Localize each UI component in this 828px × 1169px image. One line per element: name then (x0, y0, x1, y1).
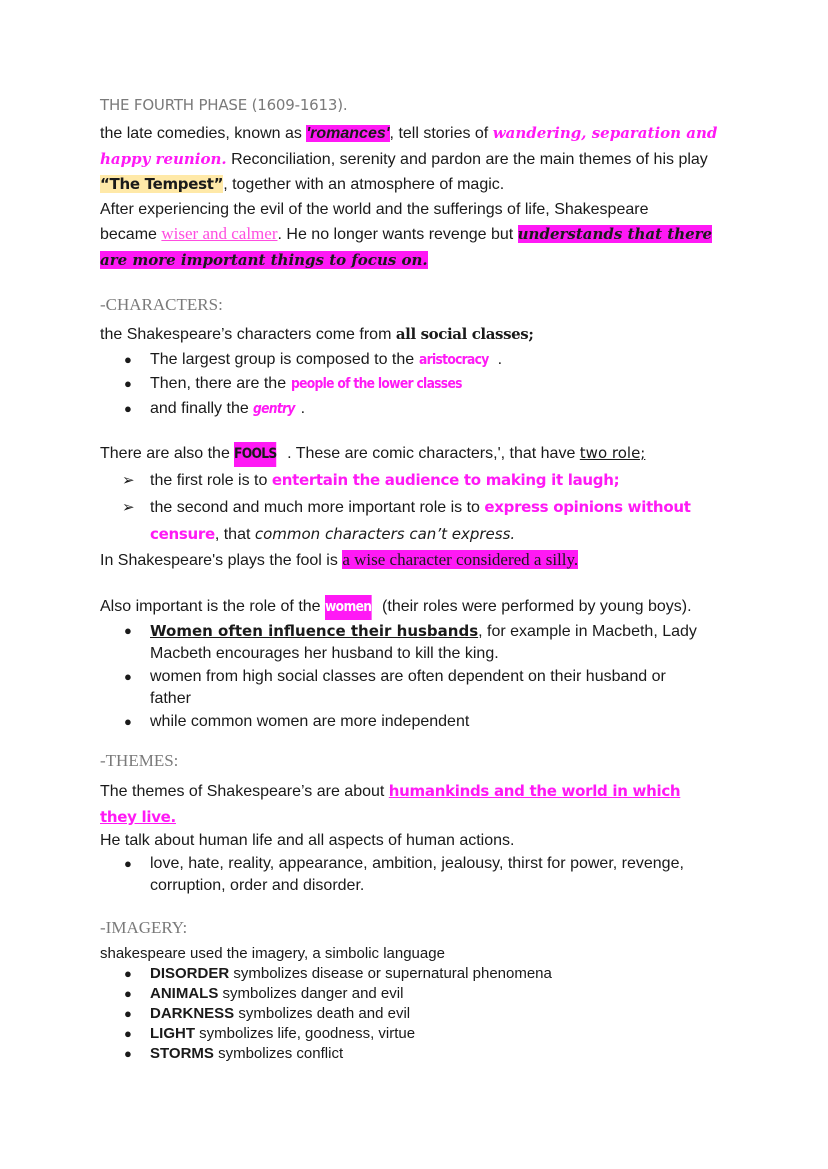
text: corruption, order and disorder. (150, 877, 365, 894)
list-item (100, 397, 740, 422)
bullet: ● (124, 622, 132, 638)
fourth-phase-line-1 (100, 121, 740, 147)
arrow-bullet: ➢ (122, 498, 135, 516)
themes-heading: -THEMES: (100, 751, 179, 770)
tempest-highlight: “The Tempest” (100, 175, 224, 193)
fourth-phase-line-4: After experiencing the evil of the world and the sufferings of life, Shakespeare (100, 200, 649, 218)
text: , tell stories of (389, 125, 493, 142)
list-item (100, 372, 740, 397)
symbol-term: STORMS (150, 1044, 214, 1062)
text: There are also the (100, 445, 235, 462)
wise-character-highlight: a wise character considered a silly. (342, 549, 579, 569)
women-line (100, 595, 740, 620)
spacer (100, 898, 740, 918)
list-item (100, 666, 740, 711)
express-opinions-highlight: express opinions without (484, 497, 691, 516)
common-characters-italic: common characters can’t express. (254, 524, 516, 543)
gentry-highlight: gentry (253, 400, 295, 417)
censure-highlight: censure (150, 524, 215, 543)
they-live-highlight: they live. (100, 808, 176, 826)
bullet: ● (124, 668, 132, 684)
arrow-bullet: ➢ (122, 471, 135, 489)
imagery-intro: shakespeare used the imagery, a simbolic language (100, 944, 445, 962)
text: (their roles were performed by young boys). (377, 598, 692, 615)
text: symbolizes conflict (213, 1044, 344, 1062)
spacer (100, 733, 740, 751)
symbol-term: DARKNESS (150, 1004, 235, 1022)
bullet: ● (124, 351, 132, 367)
text: became (100, 226, 162, 243)
text: Reconciliation, serenity and pardon are the main themes of his play (226, 150, 708, 168)
list-item (100, 348, 740, 373)
list-item (100, 467, 740, 494)
fools-line (100, 441, 740, 467)
list-item (100, 711, 740, 734)
text: the late comedies, known as (100, 125, 307, 142)
list-item (100, 1004, 740, 1024)
fool-wise-line (100, 548, 740, 574)
wandering-highlight: wandering, separation and (492, 124, 718, 142)
themes-list (100, 853, 740, 898)
text: Also important is the role of the (100, 598, 325, 615)
text: The themes of Shakespeare’s are about (100, 783, 389, 800)
women-influence-underline: Women often influence their husbands (150, 621, 479, 640)
fool-roles-list (100, 467, 740, 548)
text: women from high social classes are often dependent on their husband or (150, 667, 666, 685)
fourth-phase-line-3 (100, 172, 740, 198)
text: Then, there are the (150, 375, 291, 392)
spacer (100, 273, 740, 295)
document-page (100, 96, 740, 1064)
bullet: ● (124, 400, 132, 416)
bullet: ● (124, 985, 132, 1001)
list-item (100, 964, 740, 984)
spacer (100, 573, 740, 595)
text: while common women are more independent (150, 712, 470, 730)
text: In Shakespeare's plays the fool is (100, 551, 343, 569)
text: . These are comic characters,', that have (282, 445, 580, 462)
happy-reunion-highlight: happy reunion. (100, 149, 227, 168)
text: symbolizes disease or supernatural phenomena (229, 964, 552, 982)
bullet: ● (124, 1025, 132, 1041)
bullet: ● (124, 1045, 132, 1061)
more-important-highlight: are more important things to focus on. (100, 250, 428, 269)
text: , for example in Macbeth, Lady (478, 622, 697, 640)
social-classes-bold: all social classes; (395, 325, 534, 343)
characters-list (100, 348, 740, 422)
fourth-phase-heading: THE FOURTH PHASE (1609-1613). (100, 96, 348, 114)
text: Macbeth encourages her husband to kill the king. (150, 645, 499, 662)
text: symbolizes death and evil (234, 1004, 411, 1022)
understands-highlight: understands that there (517, 225, 713, 243)
themes-line-2 (100, 805, 740, 830)
list-item (100, 853, 740, 898)
bullet: ● (124, 965, 132, 981)
text: and finally the (150, 399, 254, 417)
text: father (150, 690, 191, 707)
text: , that (214, 525, 255, 543)
text: The largest group is composed to the (150, 350, 419, 368)
bullet: ● (124, 376, 132, 391)
characters-heading: -CHARACTERS: (100, 295, 223, 314)
list-item (100, 620, 740, 666)
symbol-term: DISORDER (150, 964, 230, 982)
themes-line-1 (100, 778, 740, 805)
text: symbolizes danger and evil (218, 984, 404, 1002)
list-item (100, 1024, 740, 1044)
list-item (100, 494, 740, 548)
wiser-calmer-link: wiser and calmer (161, 224, 278, 243)
romances-highlight: 'romances' (306, 125, 390, 142)
humankinds-highlight: humankinds and the world in which (388, 782, 681, 800)
lower-classes-highlight: people of the lower classes (290, 376, 462, 392)
imagery-heading: -IMAGERY: (100, 917, 188, 937)
text: . (300, 399, 306, 417)
text: the first role is to (150, 471, 272, 489)
list-item (100, 984, 740, 1004)
aristocracy-highlight: aristocracy (418, 351, 489, 368)
fourth-phase-line-6 (100, 248, 740, 274)
bullet: ● (124, 855, 132, 871)
fools-highlight: FOOLS (234, 442, 277, 467)
text: the Shakespeare’s characters come from (100, 326, 396, 343)
symbol-term: LIGHT (150, 1024, 195, 1042)
imagery-list (100, 964, 740, 1064)
fourth-phase-line-2 (100, 147, 740, 173)
text: love, hate, reality, appearance, ambition, jealousy, thirst for power, revenge, (150, 854, 684, 872)
entertain-highlight: entertain the audience to making it laugh; (271, 470, 620, 489)
text: , together with an atmosphere of magic. (223, 176, 505, 193)
women-list (100, 620, 740, 734)
two-role-underline: two role; (579, 444, 646, 462)
text: . He no longer wants revenge but (277, 226, 518, 243)
themes-line-3: He talk about human life and all aspects of human actions. (100, 832, 515, 849)
list-item (100, 1044, 740, 1064)
text: symbolizes life, goodness, virtue (195, 1024, 416, 1042)
spacer (100, 421, 740, 441)
characters-intro (100, 322, 740, 348)
text: . (497, 350, 503, 368)
symbol-term: ANIMALS (150, 984, 219, 1002)
text: the second and much more important role is to (150, 498, 485, 516)
fourth-phase-line-5 (100, 222, 740, 248)
bullet: ● (124, 713, 132, 729)
women-highlight: women (325, 595, 371, 620)
bullet: ● (124, 1005, 132, 1021)
